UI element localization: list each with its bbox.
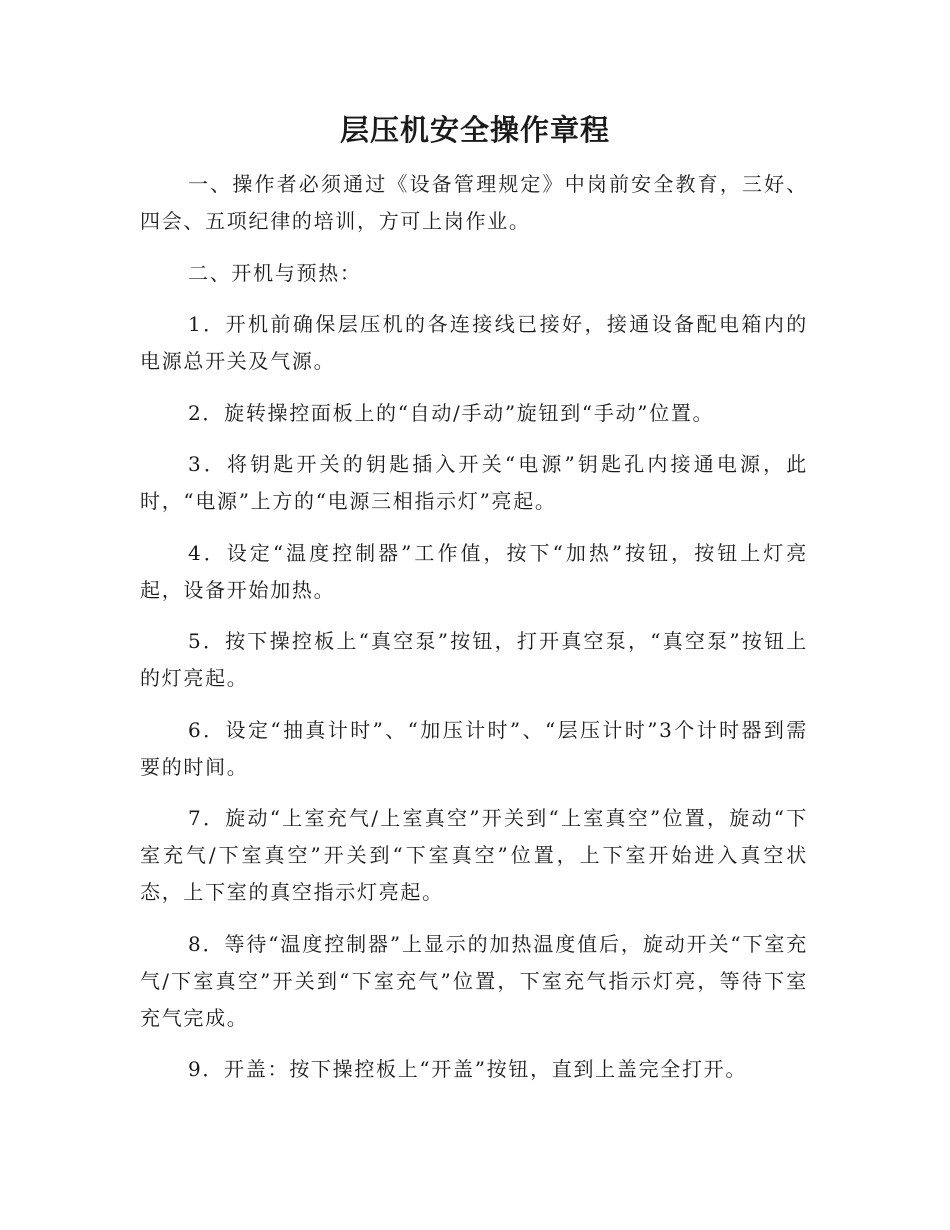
paragraph-intro: 一、操作者必须通过《设备管理规定》中岗前安全教育，三好、四会、五项纪律的培训，方可上岗作业。 <box>140 172 808 233</box>
paragraph-section-2-heading: 二、开机与预热： <box>188 260 362 285</box>
paragraph-step-9: 9．开盖：按下操控板上“开盖”按钮，直到上盖完全打开。 <box>188 1057 748 1081</box>
paragraph-step-8: 8．等待“温度控制器”上显示的加热温度值后，旋动开关“下室充气/下室真空”开关到“下室充气”位置，下室充气指示灯亮，等待下室充气完成。 <box>140 931 808 1030</box>
document-body <box>140 166 808 1103</box>
paragraph-step-3: 3．将钥匙开关的钥匙插入开关“电源”钥匙孔内接通电源，此时，“电源”上方的“电源三相指示灯”亮起。 <box>140 452 808 513</box>
paragraph-step-6: 6．设定“抽真计时”、“加压计时”、“层压计时”3个计时器到需要的时间。 <box>140 717 808 779</box>
document-title: 层压机安全操作章程 <box>339 113 610 147</box>
paragraph-step-1: 1．开机前确保层压机的各连接线已接好，接通设备配电箱内的电源总开关及气源。 <box>140 312 808 373</box>
paragraph-step-2: 2．旋转操控面板上的“自动/手动”旋钮到“手动”位置。 <box>188 400 715 425</box>
paragraph-step-5: 5．按下操控板上“真空泵”按钮，打开真空泵，“真空泵”按钮上的灯亮起。 <box>140 629 808 690</box>
paragraph-step-7: 7．旋动“上室充气/上室真空”开关到“上室真空”位置，旋动“下室充气/下室真空”开关到“下室真空”位置，上下室开始进入真空状态，上下室的真空指示灯亮起。 <box>140 806 808 904</box>
paragraph-step-4: 4．设定“温度控制器”工作值，按下“加热”按钮，按钮上灯亮起，设备开始加热。 <box>140 540 808 602</box>
